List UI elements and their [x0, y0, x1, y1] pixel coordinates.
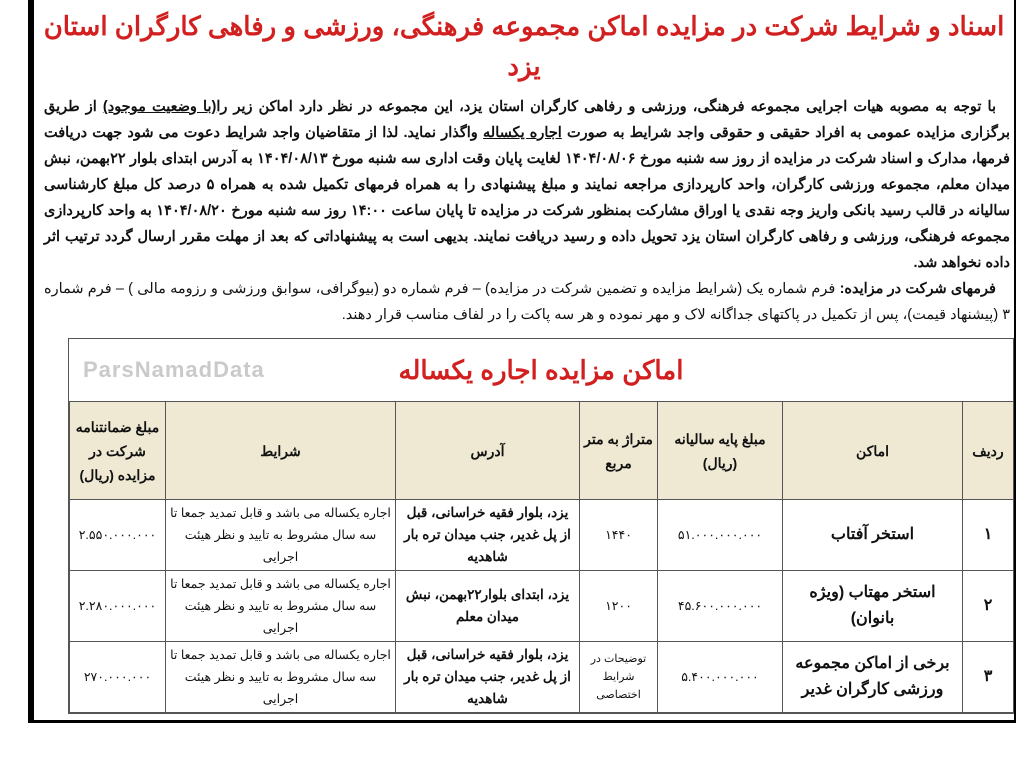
- column-header: مبلغ پایه سالیانه (ریال): [658, 402, 783, 500]
- cell-area: ۱۴۴۰: [580, 500, 658, 571]
- table-row: [70, 500, 1014, 571]
- cell-terms: اجاره یکساله می باشد و قابل تمدید جمعا تا سه سال مشروط به تایید و نظر هیئت اجرایی: [166, 500, 396, 571]
- cell-terms: اجاره یکساله می باشد و قابل تمدید جمعا تا سه سال مشروط به تایید و نظر هیئت اجرایی: [166, 571, 396, 642]
- cell-base: ۵۱.۰۰۰.۰۰۰.۰۰۰: [658, 500, 783, 571]
- intro-paragraph: [44, 94, 1010, 276]
- text-segment: از طریق برگزاری مزایده عمومی به افراد حقیقی و حقوقی واجد شرایط به صورت: [44, 99, 1010, 141]
- ad-title: اسناد و شرایط شرکت در مزایده اماکن مجموعه فرهنگی، ورزشی و رفاهی کارگران استان یزد: [43, 11, 1005, 81]
- cell-terms: اجاره یکساله می باشد و قابل تمدید جمعا تا سه سال مشروط به تایید و نظر هیئت اجرایی: [166, 642, 396, 713]
- cell-guarantee: ۲.۲۸۰.۰۰۰.۰۰۰: [70, 571, 166, 642]
- cell-base: ۴۵.۶۰۰.۰۰۰.۰۰۰: [658, 571, 783, 642]
- auction-table: [69, 402, 1014, 713]
- column-header: شرایط: [166, 402, 396, 500]
- cell-guarantee: ۲.۵۵۰.۰۰۰.۰۰۰: [70, 500, 166, 571]
- cell-no: ۱: [963, 500, 1014, 571]
- column-header: آدرس: [396, 402, 580, 500]
- ad-frame: [28, 0, 1016, 723]
- cell-place: استخر مهتاب (ویژه بانوان): [783, 571, 963, 642]
- cell-place: برخی از اماکن مجموعه ورزشی کارگران غدیر: [783, 642, 963, 713]
- cell-no: ۳: [963, 642, 1014, 713]
- text-segment: واگذار نماید. لذا از متقاضیان واجد شرایط دعوت می شود جهت دریافت فرمها، مدارک و اسناد شرکت در مزایده از روز سه شنبه مورخ ۱۴۰۴/۰۸/۰۶ لغایت پایان وقت اداری سه شنبه مورخ ۱۴۰۴/۰۸/۱۳ به آدرس ابتدای بلوار ۲۲بهمن، نبش میدان معلم، مجموعه ورزشی کارگران، واحد کارپردازی مراجعه نمایند و مبلغ پیشنهادی را به همراه فرمهای تکمیل شده به همراه ۵ درصد کل مبلغ کارشناسی سالیانه در قالب رسید بانکی واریز وجه نقدی یا اوراق مشارکت بمنظور شرکت در مزایده تا پایان ساعت ۱۴:۰۰ روز سه شنبه مورخ ۱۴۰۴/۰۸/۲۰ به واحد کارپردازی مجموعه فرهنگی، ورزشی و رفاهی کارگران استان یزد تحویل داده و رسید دریافت نمایند. بدیهی است به پیشنهاداتی که بعد از مهلت مقرر ارسال گردد ترتیب اثر داده نخواهد شد.: [44, 125, 1010, 271]
- table-title-row: [69, 339, 1013, 402]
- table-header-row: [70, 402, 1014, 500]
- cell-address: یزد، بلوار فقیه خراسانی، قبل از پل غدیر، جنب میدان تره بار شاهدیه: [396, 642, 580, 713]
- auction-table-box: [68, 338, 1014, 714]
- underlined-segment: اجاره یکساله: [483, 125, 562, 141]
- cell-area: ۱۲۰۰: [580, 571, 658, 642]
- forms-paragraph: [44, 276, 1010, 328]
- underlined-segment: (با وضعیت موجود): [102, 99, 217, 115]
- cell-place: استخر آفتاب: [783, 500, 963, 571]
- text-segment: با توجه به مصوبه هیات اجرایی مجموعه فرهنگی، ورزشی و رفاهی کارگران استان یزد، این مجموعه در نظر دارد اماکن زیر را: [216, 99, 997, 115]
- table-row: [70, 571, 1014, 642]
- cell-area: توضیحات در شرایط اختصاصی: [580, 642, 658, 713]
- ad-body: [44, 94, 1010, 328]
- column-header: متراژ به متر مربع: [580, 402, 658, 500]
- watermark: ParsNamadData: [83, 357, 265, 382]
- table-row: [70, 642, 1014, 713]
- forms-text: فرم شماره یک (شرایط مزایده و تضمین شرکت در مزایده) – فرم شماره دو (بیوگرافی، سوابق ورزشی و رزومه مالی ) – فرم شماره ۳ (پیشنهاد قیمت)، پس از تکمیل در پاکتهای جداگانه لاک و مهر نموده و هر سه پاکت را در لفاف مناسب قرار دهند.: [44, 281, 1010, 323]
- column-header: ردیف: [963, 402, 1014, 500]
- forms-label: فرمهای شرکت در مزایده:: [839, 281, 996, 297]
- column-header: اماکن: [783, 402, 963, 500]
- cell-address: یزد، بلوار فقیه خراسانی، قبل از پل غدیر، جنب میدان تره بار شاهدیه: [396, 500, 580, 571]
- cell-guarantee: ۲۷۰.۰۰۰.۰۰۰: [70, 642, 166, 713]
- column-header: مبلغ ضمانتنامه شرکت در مزایده (ریال): [70, 402, 166, 500]
- cell-base: ۵.۴۰۰.۰۰۰.۰۰۰: [658, 642, 783, 713]
- cell-no: ۲: [963, 571, 1014, 642]
- table-title: اماکن مزایده اجاره یکساله: [398, 355, 684, 385]
- cell-address: یزد، ابتدای بلوار۲۲بهمن، نبش میدان معلم: [396, 571, 580, 642]
